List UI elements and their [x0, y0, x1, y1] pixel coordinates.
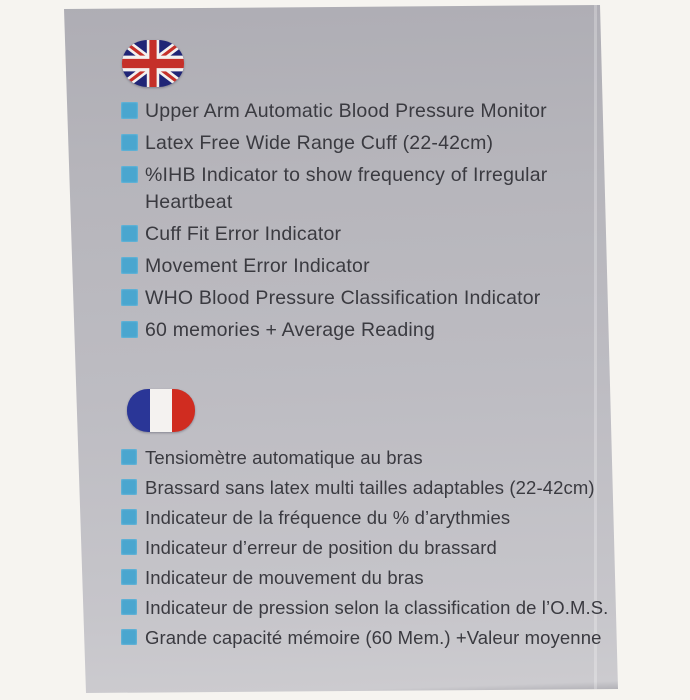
feature-item — [121, 506, 679, 530]
bullet-square-icon — [121, 449, 137, 465]
feature-text: Upper Arm Automatic Blood Pressure Monitor — [145, 100, 547, 122]
feature-item — [121, 446, 679, 470]
bullet-square-icon — [121, 479, 137, 495]
feature-text: Cuff Fit Error Indicator — [145, 223, 342, 245]
bullet-square-icon — [121, 102, 138, 119]
feature-text: Grande capacité mémoire (60 Mem.) +Valeur moyenne — [145, 627, 602, 648]
feature-item — [121, 98, 573, 125]
union-jack-graphic — [122, 40, 184, 87]
feature-item — [121, 536, 679, 560]
bullet-square-icon — [121, 289, 138, 306]
uk-flag-icon — [122, 40, 184, 87]
feature-item — [121, 130, 573, 157]
bullet-square-icon — [121, 134, 138, 151]
feature-item — [121, 626, 679, 650]
bullet-square-icon — [121, 569, 137, 585]
feature-list-english — [121, 98, 573, 349]
feature-item — [121, 285, 573, 312]
feature-text: %IHB Indicator to show frequency of Irregular Heartbeat — [145, 164, 548, 213]
bullet-square-icon — [121, 166, 138, 183]
bullet-square-icon — [121, 539, 137, 555]
tricolore-graphic — [127, 389, 195, 432]
bullet-square-icon — [121, 321, 138, 338]
feature-item — [121, 221, 573, 248]
feature-item — [121, 566, 679, 590]
bullet-square-icon — [121, 257, 138, 274]
feature-item — [121, 317, 573, 344]
feature-text: WHO Blood Pressure Classification Indicator — [145, 287, 541, 309]
feature-item — [121, 253, 573, 280]
feature-text: Indicateur de pression selon la classification de l’O.M.S. — [145, 597, 609, 618]
bullet-square-icon — [121, 599, 137, 615]
feature-item — [121, 596, 679, 620]
france-flag-icon — [127, 389, 195, 432]
feature-text: Tensiomètre automatique au bras — [145, 447, 423, 468]
feature-item — [121, 162, 573, 216]
feature-text: Indicateur de mouvement du bras — [145, 567, 424, 588]
bullet-square-icon — [121, 629, 137, 645]
feature-text: Movement Error Indicator — [145, 255, 370, 277]
feature-text: Brassard sans latex multi tailles adaptables (22-42cm) — [145, 477, 595, 498]
feature-text: Indicateur de la fréquence du % d’arythmies — [145, 507, 511, 528]
feature-item — [121, 476, 679, 500]
feature-text: Indicateur d’erreur de position du brassard — [145, 537, 497, 558]
bullet-square-icon — [121, 225, 138, 242]
feature-text: Latex Free Wide Range Cuff (22-42cm) — [145, 132, 494, 154]
feature-list-french — [121, 446, 679, 656]
bullet-square-icon — [121, 509, 137, 525]
feature-text: 60 memories + Average Reading — [145, 319, 435, 341]
